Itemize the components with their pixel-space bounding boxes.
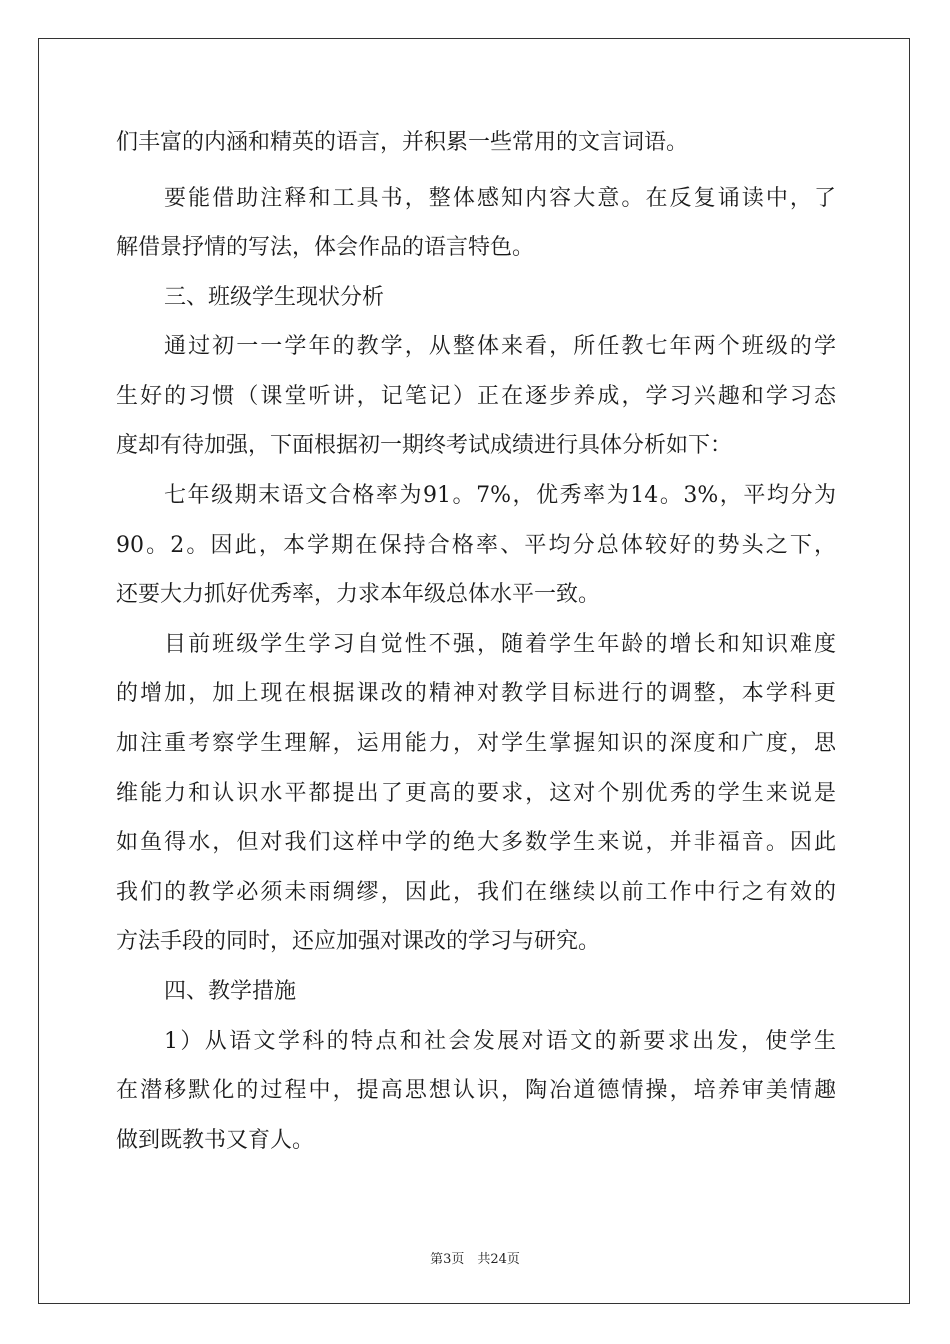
text-line: 通过初一一学年的教学，从整体来看，所任教七年两个班级的学 bbox=[164, 334, 836, 359]
text-line: 还要大力抓好优秀率，力求本年级总体水平一致。 bbox=[116, 582, 601, 607]
text-line: 在潜移默化的过程中，提高思想认识，陶冶道德情操，培养审美情趣 bbox=[116, 1078, 836, 1103]
text-line: 们丰富的内涵和精英的语言，并积累一些常用的文言词语。 bbox=[116, 130, 689, 155]
text-line: 的增加，加上现在根据课改的精神对教学目标进行的调整，本学科更 bbox=[116, 681, 836, 706]
page-number: 第3页 共24页 bbox=[430, 1252, 520, 1267]
text-line: 生好的习惯（课堂听讲，记笔记）正在逐步养成，学习兴趣和学习态 bbox=[116, 384, 836, 409]
text-line: 维能力和认识水平都提出了更高的要求，这对个别优秀的学生来说是 bbox=[116, 781, 836, 806]
text-line: 如鱼得水，但对我们这样中学的绝大多数学生来说，并非福音。因此 bbox=[116, 830, 836, 855]
text-line: 七年级期末语文合格率为91。7%，优秀率为14。3%，平均分为 bbox=[164, 483, 836, 508]
text-line: 做到既教书又育人。 bbox=[116, 1128, 315, 1153]
text-line: 1）从语文学科的特点和社会发展对语文的新要求出发，使学生 bbox=[164, 1029, 836, 1054]
text-line: 要能借助注释和工具书，整体感知内容大意。在反复诵读中，了 bbox=[164, 186, 836, 211]
page-border bbox=[38, 38, 910, 1304]
text-line: 90。2。因此，本学期在保持合格率、平均分总体较好的势头之下， bbox=[116, 533, 836, 558]
text-line: 解借景抒情的写法，体会作品的语言特色。 bbox=[116, 235, 535, 260]
text-line: 目前班级学生学习自觉性不强，随着学生年龄的增长和知识难度 bbox=[164, 632, 836, 657]
section-heading: 四、教学措施 bbox=[164, 979, 297, 1004]
text-line: 我们的教学必须未雨绸缪，因此，我们在继续以前工作中行之有效的 bbox=[116, 880, 836, 905]
text-line: 方法手段的同时，还应加强对课改的学习与研究。 bbox=[116, 929, 601, 954]
section-heading: 三、班级学生现状分析 bbox=[164, 285, 385, 310]
text-line: 度却有待加强，下面根据初一期终考试成绩进行具体分析如下： bbox=[116, 433, 733, 458]
text-line: 加注重考察学生理解，运用能力，对学生掌握知识的深度和广度，思 bbox=[116, 731, 836, 756]
